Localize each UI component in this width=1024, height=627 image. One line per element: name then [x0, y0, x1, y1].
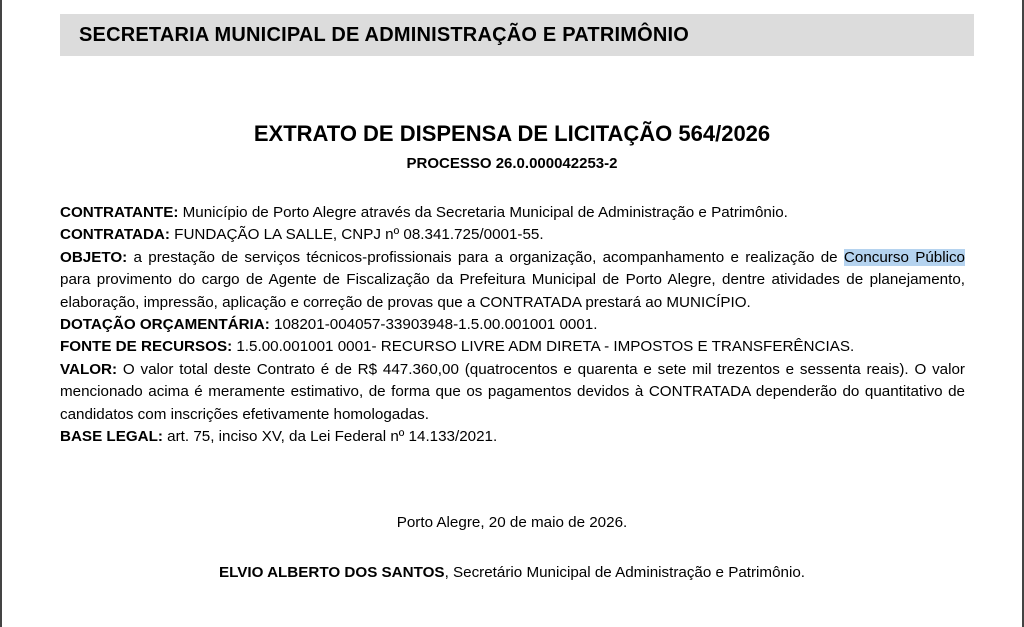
base-legal-paragraph	[60, 426, 965, 448]
contratante-text: Município de Porto Alegre através da Secretaria Municipal de Administração e Patrimônio.	[178, 204, 788, 221]
page-border-left	[0, 0, 2, 627]
signature-line	[0, 564, 1024, 581]
process-number: PROCESSO 26.0.000042253-2	[406, 155, 618, 172]
selected-text-highlight[interactable]: Concurso Público	[843, 248, 966, 266]
objeto-paragraph	[60, 247, 965, 314]
contratada-paragraph	[60, 224, 965, 246]
valor-text: O valor total deste Contrato é de R$ 447.360,00 (quatrocentos e quarenta e sete mil trezentos e sessenta reais). O valor mencionado acima é meramente estimativo, de forma que os pagamentos devidos à CONTRATADA dependerão do quantitativo de candidatos com inscrições efetivamente homologadas.	[60, 360, 965, 423]
fonte-paragraph	[60, 336, 965, 358]
objeto-text-after: para provimento do cargo de Agente de Fiscalização da Prefeitura Municipal de Porto Alegre, dentre atividades de planejamento, elaboração, impressão, aplicação e correção de provas que a CONTRATADA prestará ao MUNICÍPIO.	[60, 271, 965, 311]
valor-paragraph	[60, 359, 965, 426]
contract-extract-body	[60, 202, 965, 448]
valor-label: VALOR:	[60, 360, 118, 378]
fonte-text: 1.5.00.001001 0001- RECURSO LIVRE ADM DIRETA - IMPOSTOS E TRANSFERÊNCIAS.	[232, 338, 855, 356]
dotacao-paragraph	[60, 314, 965, 336]
signatory-role: , Secretário Municipal de Administração e Patrimônio.	[444, 564, 806, 581]
base-legal-label: BASE LEGAL:	[60, 428, 163, 446]
base-legal-text: art. 75, inciso XV, da Lei Federal nº 14.133/2021.	[162, 428, 498, 446]
department-name: SECRETARIA MUNICIPAL DE ADMINISTRAÇÃO E PATRIMÔNIO	[79, 24, 689, 46]
dotacao-label: DOTAÇÃO ORÇAMENTÁRIA:	[60, 316, 270, 334]
place-date: Porto Alegre, 20 de maio de 2026.	[396, 514, 628, 531]
contratante-paragraph	[60, 202, 965, 224]
contratante-label: CONTRATANTE:	[60, 204, 179, 221]
document-title: EXTRATO DE DISPENSA DE LICITAÇÃO 564/2026	[253, 121, 771, 146]
fonte-label: FONTE DE RECURSOS:	[60, 338, 233, 356]
signatory-name: ELVIO ALBERTO DOS SANTOS	[218, 564, 445, 581]
contratada-text: FUNDAÇÃO LA SALLE, CNPJ nº 08.341.725/0001-55.	[169, 226, 544, 244]
objeto-label: OBJETO:	[60, 248, 128, 266]
dotacao-text: 108201-004057-33903948-1.5.00.001001 0001.	[269, 316, 598, 334]
contratada-label: CONTRATADA:	[60, 226, 170, 244]
objeto-text-before: a prestação de serviços técnicos-profissionais para a organização, acompanhamento e realização de	[127, 248, 844, 266]
department-header	[60, 14, 974, 56]
